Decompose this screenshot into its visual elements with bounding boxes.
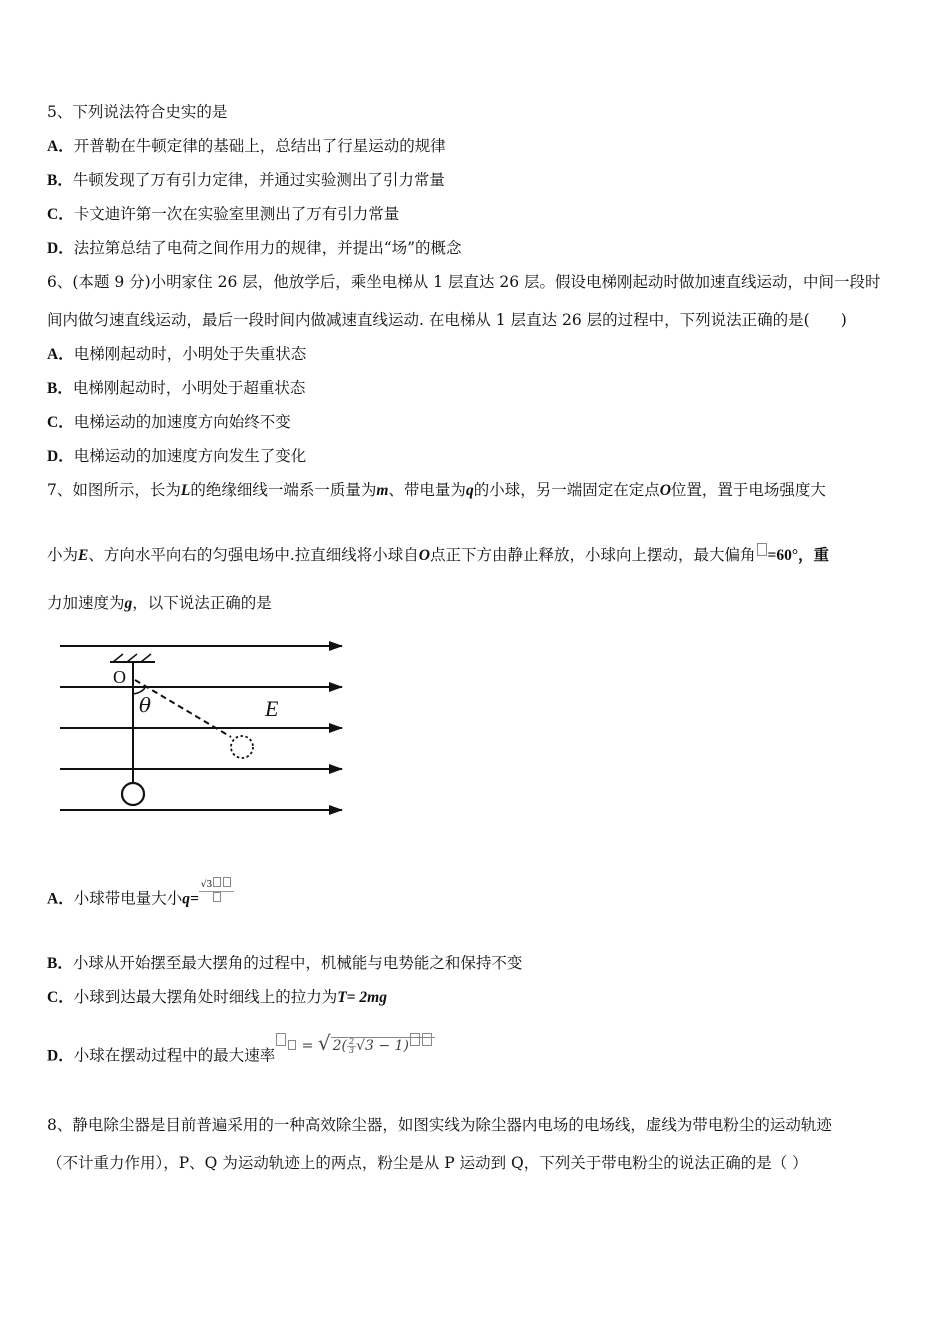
var-g: g [124, 595, 133, 612]
q7-text: 小为 [47, 546, 79, 564]
q7-text: =60°，重 [767, 547, 830, 564]
option-text: 电梯刚起动时，小明处于失重状态 [73, 345, 307, 363]
ball-initial [122, 783, 144, 805]
missing-glyph-icon [288, 1040, 296, 1050]
q5-option-c [47, 204, 399, 225]
var-L: L [180, 482, 191, 499]
option-label: B． [47, 172, 73, 189]
q6-stem-line2: 间内做匀速直线运动，最后一段时间内做减速直线运动. 在电梯从 1 层直达 26 层的过程中，下列说法正确的是( ) [47, 311, 847, 329]
option-text: 小球从开始摆至最大摆角的过程中，机械能与电势能之和保持不变 [72, 954, 523, 972]
ball-deflected [231, 736, 253, 758]
q7-text: 的绝缘细线一端系一质量为 [190, 481, 377, 499]
q6-stem-line1: 6、(本题 9 分)小明家住 26 层，他放学后，乘坐电梯从 1 层直达 26 层。假设电梯刚起动时做加速直线运动，中间一段时 [47, 273, 881, 291]
option-text: 电梯运动的加速度方向始终不变 [73, 413, 291, 431]
q7-option-c [47, 987, 387, 1008]
option-label: D． [47, 448, 74, 465]
hatch [141, 654, 151, 662]
q8-stem-line1: 8、静电除尘器是目前普遍采用的一种高效除尘器，如图实线为除尘器内电场的电场线，虚线为带电粉尘的运动轨迹 [47, 1116, 832, 1134]
fraction [199, 877, 234, 906]
missing-glyph-icon [213, 877, 221, 887]
option-text: 牛顿发现了万有引力定律，并通过实验测出了引力常量 [72, 171, 445, 189]
q7-figure [55, 628, 355, 838]
q6-option-a [47, 344, 306, 365]
var-E: E [78, 547, 89, 564]
formula-text: √3 − 1) [356, 1038, 409, 1054]
option-label: B． [47, 955, 73, 972]
label-theta: θ [139, 693, 152, 717]
q7-stem-line2 [47, 543, 829, 566]
q7-text: ，以下说法正确的是 [132, 594, 272, 612]
q7-text: 7、如图所示，长为 [47, 481, 181, 499]
option-label: A． [47, 346, 74, 363]
q6-option-c [47, 412, 291, 433]
sqrt-body [331, 1037, 435, 1054]
q7-text: 点正下方由静止释放，小球向上摆动，最大偏角 [430, 546, 756, 564]
q7-option-b [47, 953, 522, 974]
q7-text: 、带电量为 [388, 481, 466, 499]
label-E: E [265, 696, 279, 721]
option-label: C． [47, 989, 74, 1006]
hatch [127, 654, 137, 662]
formula-text: 2( [332, 1038, 347, 1054]
option-label: D． [47, 1047, 74, 1065]
q8-stem-line2: （不计重力作用），P、Q 为运动轨迹上的两点，粉尘是从 P 运动到 Q，下列关于带电粉尘的说法正确的是（ ） [47, 1154, 808, 1172]
missing-glyph-icon [223, 877, 231, 887]
q5-option-d [47, 238, 462, 259]
var-O: O [418, 547, 430, 564]
formula-equals: = [301, 1038, 314, 1054]
option-text: 小球在摆动过程中的最大速率 [73, 1046, 276, 1065]
q6-option-b [47, 378, 305, 399]
q7-text: 的小球，另一端固定在定点 [473, 481, 660, 499]
option-text: 小球带电量大小 [73, 889, 183, 908]
var-m: m [376, 482, 389, 499]
hatch [113, 654, 123, 662]
missing-glyph-icon [213, 892, 221, 902]
frac-num-text: √3 [200, 880, 213, 890]
missing-glyph-icon [276, 1033, 286, 1046]
sqrt-icon: √ [317, 1031, 331, 1055]
frac-denominator [199, 892, 234, 906]
q7-stem-line3 [47, 593, 272, 614]
q7-text: 位置，置于电场强度大 [670, 481, 826, 499]
frac-numerator [199, 877, 234, 892]
formula: T= 2mg [337, 989, 387, 1006]
var-O: O [659, 482, 671, 499]
option-label: C． [47, 206, 74, 223]
var-q: q [465, 482, 474, 499]
missing-glyph-icon [757, 543, 767, 556]
missing-glyph-icon [410, 1033, 420, 1046]
q5-stem: 5、下列说法符合史实的是 [47, 103, 228, 121]
option-label: D． [47, 240, 74, 257]
fraction [347, 1038, 356, 1055]
var-q: q= [182, 890, 199, 908]
q7-stem-line1 [47, 480, 826, 501]
q6-option-d [47, 446, 306, 467]
option-text: 电梯刚起动时，小明处于超重状态 [72, 379, 306, 397]
q5-option-a [47, 136, 446, 157]
label-O: O [113, 667, 126, 687]
q7-option-a [47, 880, 234, 914]
option-text: 电梯运动的加速度方向发生了变化 [73, 447, 307, 465]
frac-denominator: 3 [348, 1045, 355, 1055]
option-label: C． [47, 414, 74, 431]
option-text: 法拉第总结了电荷之间作用力的规律，并提出“场”的概念 [73, 239, 462, 257]
option-text: 小球到达最大摆角处时细线上的拉力为 [73, 988, 338, 1006]
q5-option-b [47, 170, 445, 191]
formula-vmax [275, 1033, 435, 1056]
option-label: B． [47, 380, 73, 397]
q7-text: 力加速度为 [47, 594, 125, 612]
q7-text: 、方向水平向右的匀强电场中.拉直细线将小球自 [88, 546, 419, 564]
option-text: 开普勒在牛顿定律的基础上，总结出了行星运动的规律 [73, 137, 446, 155]
missing-glyph-icon [422, 1033, 432, 1046]
option-label: A． [47, 890, 74, 908]
q7-option-d [47, 1031, 435, 1068]
frac-numerator: 2 [348, 1036, 355, 1046]
option-label: A． [47, 138, 74, 155]
option-text: 卡文迪许第一次在实验室里测出了万有引力常量 [73, 205, 400, 223]
